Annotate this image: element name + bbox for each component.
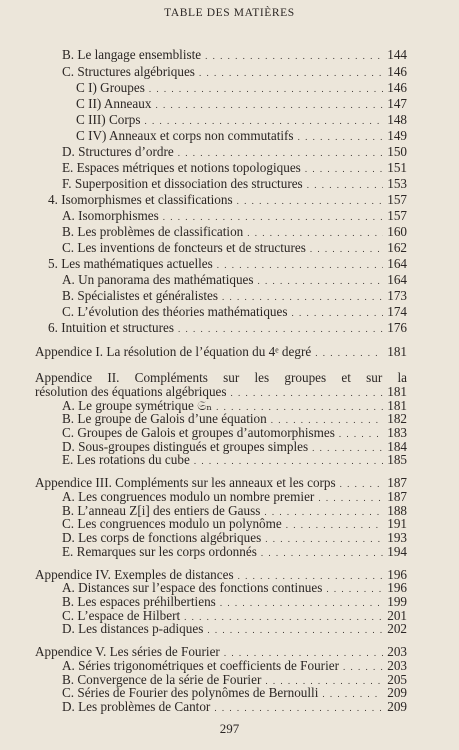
toc-entry-title: D. Sous-groupes distingués et groupes simples (62, 439, 309, 454)
toc-entry-title: E. Espaces métriques et notions topologiques (62, 160, 301, 175)
dot-leader (163, 210, 383, 224)
toc-entry-page: 144 (387, 47, 407, 62)
dot-leader (231, 386, 383, 400)
toc-entry-title: Appendice III. Compléments sur les anneaux et les corps (35, 475, 336, 490)
dot-leader (178, 322, 383, 336)
toc-entry-title: B. L’anneau Z[i] des entiers de Gauss (62, 503, 261, 518)
dot-leader (205, 49, 383, 63)
toc-entry (62, 453, 407, 468)
dot-leader (217, 258, 383, 272)
toc-entry (62, 209, 407, 224)
toc-entry-page: 181 (387, 384, 407, 399)
toc-entry-page: 173 (387, 288, 407, 303)
toc-entry-title: 4. Isomorphismes et classifications (48, 192, 233, 207)
dot-leader (261, 546, 383, 560)
dot-leader (237, 194, 383, 208)
toc-entry-page: 149 (387, 128, 407, 143)
dot-leader (247, 226, 383, 240)
dot-leader (286, 518, 383, 532)
toc-entry-title: C. L’évolution des théories mathématiques (62, 304, 288, 319)
toc-entry-page: 201 (387, 608, 407, 623)
toc-entry-page: 176 (387, 320, 407, 335)
toc-entry-page: 202 (387, 621, 407, 636)
toc-entry (62, 273, 407, 288)
toc-entry (62, 545, 407, 560)
toc-entry-page: 209 (387, 685, 407, 700)
toc-entry-title: C. Les congruences modulo un polynôme (62, 516, 282, 531)
toc-entry-page: 193 (387, 530, 407, 545)
dot-leader (220, 596, 383, 610)
toc-entry-title: Appendice IV. Exemples de distances (35, 567, 234, 582)
toc-entry (35, 371, 407, 385)
toc-entry-page: 181 (387, 344, 407, 359)
toc-entry-page: 164 (387, 272, 407, 287)
toc-entry-page: 187 (387, 489, 407, 504)
toc-entry-page: 205 (387, 672, 407, 687)
dot-leader (343, 660, 383, 674)
toc-entry (76, 81, 407, 96)
dot-leader (258, 274, 383, 288)
toc-entry-title: A. Séries trigonométriques et coefficients de Fourier (62, 658, 339, 673)
toc-entry-title: Appendice II. Compléments sur les groupes et sur la (35, 370, 407, 385)
toc-entry-title: A. Distances sur l’espace des fonctions continues (62, 580, 323, 595)
toc-entry-title: A. Un panorama des mathématiques (62, 272, 254, 287)
dot-leader (315, 346, 383, 360)
toc-entry-title: C. Les inventions de foncteurs et de structures (62, 240, 306, 255)
toc-entry-page: 151 (387, 160, 407, 175)
page-number: 297 (219, 721, 240, 736)
toc-entry (48, 193, 407, 208)
dot-leader (339, 427, 383, 441)
toc-entry-title: A. Le groupe symétrique 𝔖ₙ (62, 398, 213, 413)
toc-entry-page: 160 (387, 224, 407, 239)
toc-entry-page: 183 (387, 425, 407, 440)
toc-entry-page: 185 (387, 452, 407, 467)
toc-entry-page: 203 (387, 658, 407, 673)
toc-entry-page: 157 (387, 192, 407, 207)
dot-leader (292, 306, 384, 320)
dot-leader (318, 491, 383, 505)
toc-entry (62, 161, 407, 176)
toc-entry-title: 6. Intuition et structures (48, 320, 174, 335)
toc-entry-title: D. Structures d’ordre (62, 144, 174, 159)
toc-entry-title: D. Les problèmes de Cantor (62, 699, 211, 714)
toc-entry-title: C IV) Anneaux et corps non commutatifs (76, 128, 294, 143)
toc-entry (62, 65, 407, 80)
toc-entry (62, 622, 407, 637)
toc-entry-page: 196 (387, 567, 407, 582)
dot-leader (144, 114, 383, 128)
toc-entry (62, 145, 407, 160)
toc-entry (35, 345, 407, 360)
toc-entry-title: Appendice I. La résolution de l’équation du 4ᵉ degré (35, 344, 312, 359)
toc-entry-page: 162 (387, 240, 407, 255)
toc-entry-title: B. Les problèmes de classification (62, 224, 244, 239)
toc-entry (76, 113, 407, 128)
toc-entry-title: C. Groupes de Galois et groupes d’automorphismes (62, 425, 335, 440)
toc-entry-page: 146 (387, 64, 407, 79)
toc-entry (62, 305, 407, 320)
toc-entry-page: 182 (387, 411, 407, 426)
toc-entry-title: B. Convergence de la série de Fourier (62, 672, 262, 687)
toc-entry (62, 48, 407, 63)
dot-leader (326, 582, 383, 596)
toc-entry-page: 146 (387, 80, 407, 95)
toc-entry-title: D. Les corps de fonctions algébriques (62, 530, 262, 545)
toc-entry (62, 289, 407, 304)
toc-entry-page: 196 (387, 580, 407, 595)
toc-entry-page: 153 (387, 176, 407, 191)
toc-entry-page: 209 (387, 699, 407, 714)
toc-entry-page: 181 (387, 398, 407, 413)
dot-leader (305, 162, 383, 176)
toc-entry-page: 150 (387, 144, 407, 159)
toc-entry-page: 203 (387, 644, 407, 659)
toc-entry-title: C. L’espace de Hilbert (62, 608, 181, 623)
dot-leader (340, 477, 383, 491)
toc-entry-title: E. Remarques sur les corps ordonnés (62, 544, 257, 559)
running-head: TABLE DES MATIÈRES (164, 7, 295, 19)
toc-entry-page: 199 (387, 594, 407, 609)
toc-entry-title: C. Structures algébriques (62, 64, 195, 79)
toc-entry-page: 148 (387, 112, 407, 127)
toc-entry (62, 700, 407, 715)
dot-leader (322, 687, 383, 701)
toc-entry-title: C. Séries de Fourier des polynômes de Bernoulli (62, 685, 319, 700)
toc-entry-title: B. Le langage ensembliste (62, 47, 202, 62)
toc-entry-page: 147 (387, 96, 407, 111)
dot-leader (214, 701, 383, 715)
toc-entry-title: B. Le groupe de Galois d’une équation (62, 411, 267, 426)
toc-entry (62, 225, 407, 240)
toc-entry-title: C I) Groupes (76, 80, 145, 95)
toc-entry-title: 5. Les mathématiques actuelles (48, 256, 213, 271)
toc-entry (76, 97, 407, 112)
toc-entry-page: 194 (387, 544, 407, 559)
dot-leader (298, 130, 383, 144)
toc-entry-page: 188 (387, 503, 407, 518)
dot-leader (307, 178, 383, 192)
toc-entry (62, 241, 407, 256)
toc-entry-title: C III) Corps (76, 112, 141, 127)
dot-leader (155, 98, 383, 112)
toc-entry (48, 321, 407, 336)
dot-leader (222, 290, 383, 304)
dot-leader (194, 454, 383, 468)
toc-entry-page: 164 (387, 256, 407, 271)
toc-entry-title: C II) Anneaux (76, 96, 152, 111)
toc-entry-page: 157 (387, 208, 407, 223)
toc-entry-title: B. Les espaces préhilbertiens (62, 594, 216, 609)
toc-entry-page: 191 (387, 516, 407, 531)
toc-entry (62, 177, 407, 192)
toc-entry-title: Appendice V. Les séries de Fourier (35, 644, 220, 659)
toc-entry-title: A. Isomorphismes (62, 208, 159, 223)
toc-entry-title: B. Spécialistes et généralistes (62, 288, 219, 303)
toc-entry (48, 257, 407, 272)
toc-entry-page: 174 (387, 304, 407, 319)
toc-entry-title: E. Les rotations du cube (62, 452, 190, 467)
dot-leader (265, 532, 383, 546)
dot-leader (207, 623, 383, 637)
dot-leader (178, 146, 383, 160)
toc-entry-title: résolution des équations algébriques (35, 384, 227, 399)
toc-entry-page: 187 (387, 475, 407, 490)
dot-leader (310, 242, 383, 256)
dot-leader (149, 82, 383, 96)
toc-entry-page: 184 (387, 439, 407, 454)
toc-entry-title: A. Les congruences modulo un nombre premier (62, 489, 315, 504)
dot-leader (199, 66, 383, 80)
toc-entry (76, 129, 407, 144)
toc-entry-title: D. Les distances p-adiques (62, 621, 204, 636)
toc-entry-title: F. Superposition et dissociation des structures (62, 176, 303, 191)
